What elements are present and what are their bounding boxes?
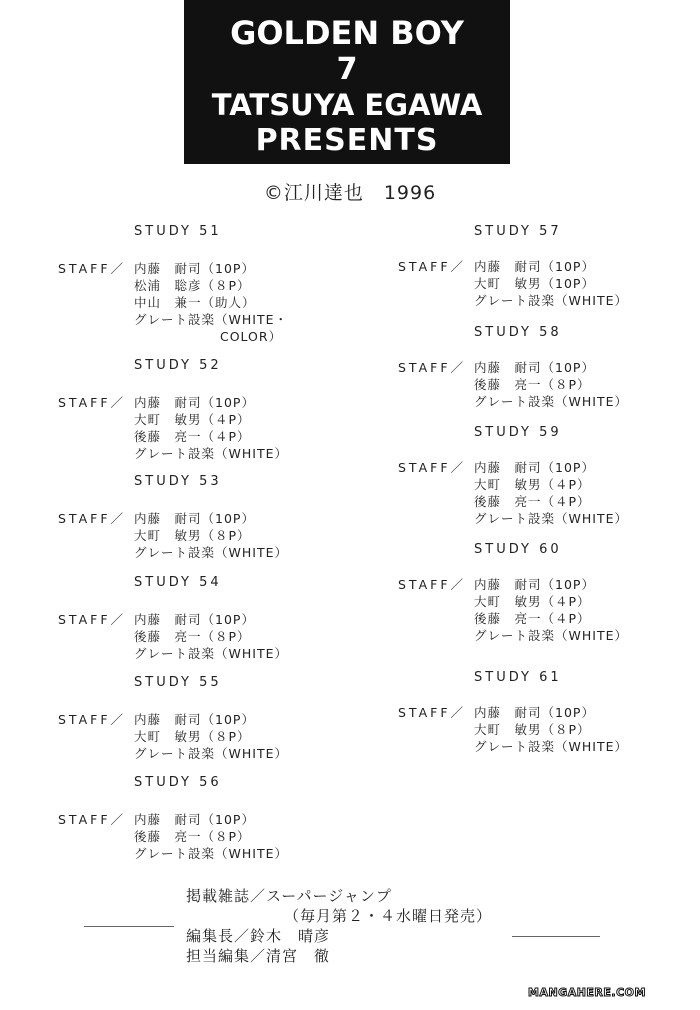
study-heading: STUDY 60 xyxy=(474,542,562,557)
staff-credits xyxy=(398,459,628,526)
staff-member-line: COLOR） xyxy=(134,329,283,344)
staff-member-line: 内藤 耐司（10P） xyxy=(474,360,595,375)
staff-credits xyxy=(58,260,288,344)
staff-credits xyxy=(58,394,288,461)
staff-label: STAFF／ xyxy=(58,395,127,410)
staff-member-line: 内藤 耐司（10P） xyxy=(134,261,255,276)
staff-credits xyxy=(58,611,288,661)
watermark: MANGAHERE.COM xyxy=(528,986,646,999)
study-heading: STUDY 61 xyxy=(474,670,562,685)
schedule-line: （毎月第２・４水曜日発売） xyxy=(284,907,493,925)
staff-label: STAFF／ xyxy=(58,712,127,727)
study-heading: STUDY 51 xyxy=(134,224,222,239)
staff-member-line: グレート設楽（WHITE） xyxy=(474,394,628,409)
study-heading: STUDY 58 xyxy=(474,325,562,340)
staff-member-line: グレート設楽（WHITE） xyxy=(134,446,288,461)
staff-member-line: 後藤 亮一（４P） xyxy=(474,494,591,509)
title-block xyxy=(184,0,510,164)
staff-member-line: 後藤 亮一（４P） xyxy=(134,429,251,444)
staff-member-line: 内藤 耐司（10P） xyxy=(474,577,595,592)
staff-credits xyxy=(398,704,628,754)
study-heading: STUDY 52 xyxy=(134,358,222,373)
staff-credits xyxy=(398,576,628,643)
copyright-line: ©江川達也 1996 xyxy=(263,182,437,204)
staff-credits xyxy=(398,258,628,308)
staff-member-line: 大町 敏男（８P） xyxy=(474,722,591,737)
staff-member-line: 後藤 亮一（４P） xyxy=(474,611,591,626)
publication-info xyxy=(186,886,492,966)
staff-label: STAFF／ xyxy=(58,812,127,827)
staff-member-line: グレート設楽（WHITE・ xyxy=(134,312,288,327)
study-heading: STUDY 53 xyxy=(134,474,222,489)
staff-credits xyxy=(58,711,288,761)
staff-member-line: グレート設楽（WHITE） xyxy=(134,545,288,560)
staff-credits xyxy=(58,510,288,560)
series-title: GOLDEN BOY xyxy=(230,14,464,52)
staff-member-line: グレート設楽（WHITE） xyxy=(134,846,288,861)
divider-left xyxy=(84,926,174,927)
staff-label: STAFF／ xyxy=(398,577,467,592)
staff-label: STAFF／ xyxy=(398,259,467,274)
staff-member-line: グレート設楽（WHITE） xyxy=(474,511,628,526)
study-heading: STUDY 55 xyxy=(134,675,222,690)
staff-member-line: グレート設楽（WHITE） xyxy=(134,646,288,661)
staff-credits xyxy=(398,359,628,409)
staff-label: STAFF／ xyxy=(398,360,467,375)
staff-member-line: 内藤 耐司（10P） xyxy=(474,460,595,475)
staff-member-line: 大町 敏男（４P） xyxy=(474,477,591,492)
staff-member-line: 大町 敏男（４P） xyxy=(134,412,251,427)
staff-member-line: グレート設楽（WHITE） xyxy=(474,628,628,643)
editor-line: 担当編集／清宮 徹 xyxy=(186,947,331,965)
staff-label: STAFF／ xyxy=(58,511,127,526)
staff-member-line: 内藤 耐司（10P） xyxy=(134,395,255,410)
presents-label: PRESENTS xyxy=(255,123,439,158)
staff-member-line: 内藤 耐司（10P） xyxy=(134,712,255,727)
divider-right xyxy=(512,936,600,937)
staff-label: STAFF／ xyxy=(58,261,127,276)
staff-member-line: 中山 兼一（助人） xyxy=(134,295,256,310)
staff-credits xyxy=(58,811,288,861)
staff-member-line: 松浦 聡彦（８P） xyxy=(134,278,251,293)
staff-label: STAFF／ xyxy=(398,705,467,720)
staff-member-line: 後藤 亮一（８P） xyxy=(474,377,591,392)
author-name: TATSUYA EGAWA xyxy=(211,88,483,122)
staff-member-line: 大町 敏男（10P） xyxy=(474,276,595,291)
volume-number: 7 xyxy=(336,52,358,87)
staff-label: STAFF／ xyxy=(58,612,127,627)
staff-member-line: 内藤 耐司（10P） xyxy=(134,511,255,526)
staff-member-line: グレート設楽（WHITE） xyxy=(474,739,628,754)
study-heading: STUDY 54 xyxy=(134,575,222,590)
staff-member-line: 後藤 亮一（８P） xyxy=(134,829,251,844)
staff-member-line: 後藤 亮一（８P） xyxy=(134,629,251,644)
study-heading: STUDY 56 xyxy=(134,775,222,790)
staff-member-line: グレート設楽（WHITE） xyxy=(474,293,628,308)
staff-member-line: 大町 敏男（４P） xyxy=(474,594,591,609)
staff-member-line: 内藤 耐司（10P） xyxy=(134,812,255,827)
staff-label: STAFF／ xyxy=(398,460,467,475)
editor-in-chief-line: 編集長／鈴木 晴彦 xyxy=(186,927,331,945)
staff-member-line: 内藤 耐司（10P） xyxy=(474,259,595,274)
staff-member-line: 大町 敏男（８P） xyxy=(134,729,251,744)
study-heading: STUDY 59 xyxy=(474,425,562,440)
staff-member-line: 内藤 耐司（10P） xyxy=(134,612,255,627)
magazine-line: 掲載雑誌／スーパージャンプ xyxy=(186,887,392,905)
staff-member-line: 内藤 耐司（10P） xyxy=(474,705,595,720)
study-heading: STUDY 57 xyxy=(474,224,562,239)
staff-member-line: グレート設楽（WHITE） xyxy=(134,746,288,761)
staff-member-line: 大町 敏男（８P） xyxy=(134,528,251,543)
